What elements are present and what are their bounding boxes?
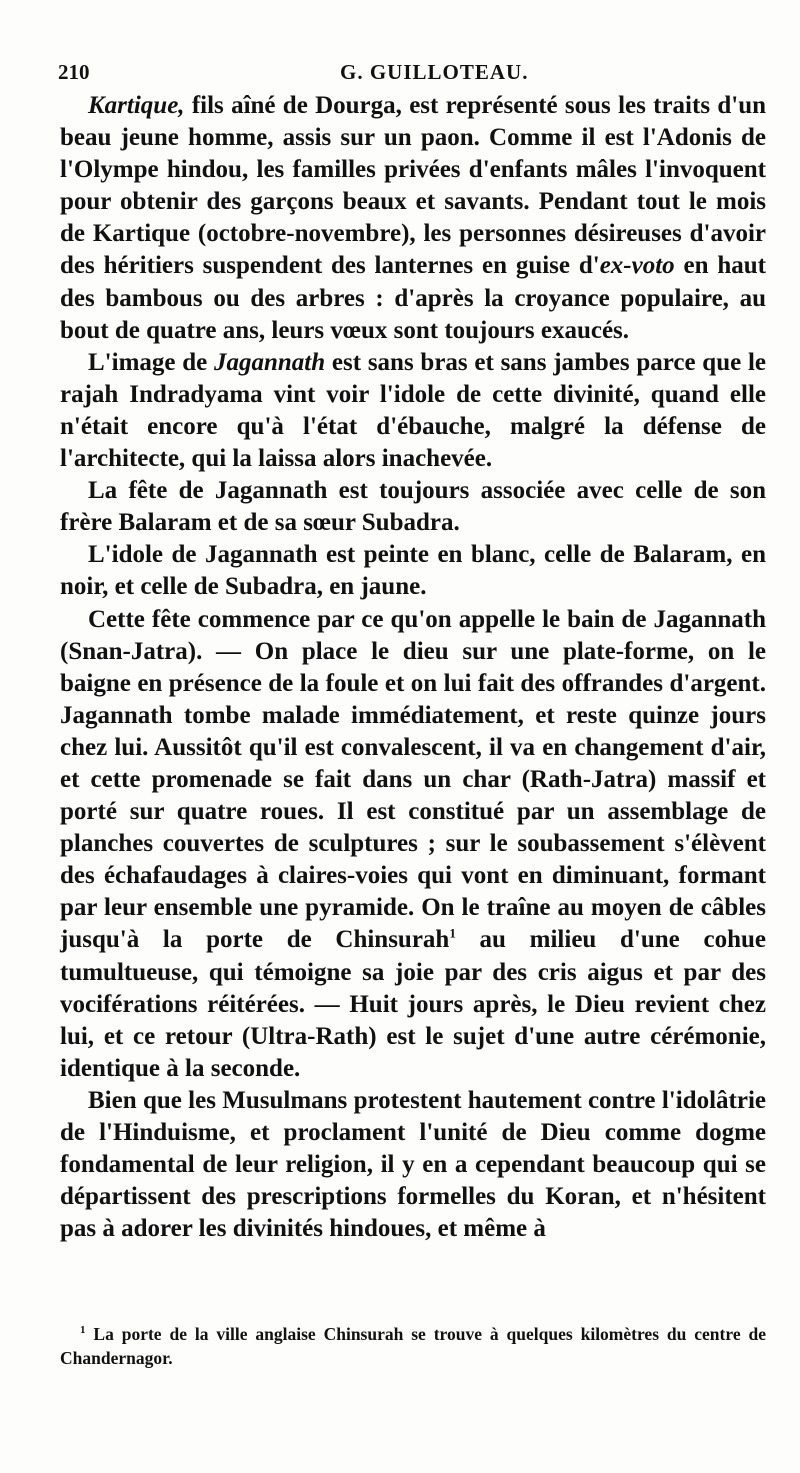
paragraph (60, 347, 766, 475)
italic-term: Kartique, (88, 92, 185, 119)
footnote-reference: 1 (449, 926, 456, 942)
paragraph-text: en haut des bambous ou des arbres : d'après la croyance populaire, au bout de quatre ans, leurs vœux sont toujours exaucés. (60, 252, 766, 344)
footnote-marker: 1 (80, 1324, 86, 1337)
page-header (58, 60, 760, 90)
italic-term: ex-voto (599, 252, 675, 280)
paragraph-text: au milieu d'une cohue tumultueuse, qui témoigne sa joie par des cris aigus et par des vociférations réitérées. — Huit jours après, le Dieu revient chez lui, et ce retour (Ultra-Rath) est le sujet d'une autre cérémonie, identique à la seconde. (60, 926, 766, 1082)
footnotes (60, 1322, 766, 1370)
running-head: G. GUILLOTEAU. (340, 60, 529, 84)
paragraph-text: L'image de (88, 348, 214, 376)
body-text (60, 90, 766, 1245)
paragraph-text: fils aîné de Dourga, est représenté sous les traits d'un beau jeune homme, assis sur un paon. Comme il est l'Adonis de l'Olympe hindou, les familles privées d'enfants mâles l'invoquent pour obtenir des garçons beaux et savants. Pendant tout le mois de Kartique (octobre-novembre), les personnes désireuses d'avoir des héritiers suspendent des lanternes en guise d' (60, 92, 766, 280)
paragraph (60, 604, 766, 1085)
paragraph-text: est sans bras et sans jambes parce que le rajah Indradyama vint voir l'idole de cette divinité, quand elle n'était encore qu'à l'état d'ébauche, malgré la défense de l'architecte, qui la laissa alors inachevée. (60, 348, 766, 473)
italic-term: Jagannath (214, 348, 326, 376)
footnote (60, 1322, 766, 1370)
page-number: 210 (58, 60, 90, 84)
footnote-text: La porte de la ville anglaise Chinsurah se trouve à quelques kilomètres du centre de Chandernagor. (60, 1324, 766, 1368)
paragraph: La fête de Jagannath est toujours associée avec celle de son frère Balaram et de sa sœur Subadra. (60, 477, 766, 537)
paragraph: Bien que les Musulmans protestent hautement contre l'idolâtrie de l'Hinduisme, et proclament l'unité de Dieu comme dogme fondamental de leur religion, il y en a cependant beaucoup qui se départissent des prescriptions formelles du Koran, et n'hésitent pas à adorer les divinités hindoues, et même à (60, 1086, 766, 1243)
paragraph (60, 90, 766, 347)
paragraph: L'idole de Jagannath est peinte en blanc, celle de Balaram, en noir, et celle de Subadra, en jaune. (60, 541, 766, 601)
paragraph-text: Cette fête commence par ce qu'on appelle le bain de Jagannath (Snan-Jatra). — On place le dieu sur une plate-forme, on le baigne en présence de la foule et on lui fait des offrandes d'argent. Jagannath tombe malade immédiatement, et reste quinze jours chez lui. Aussitôt qu'il est convalescent, il va en changement d'air, et cette promenade se fait dans un char (Rath-Jatra) massif et porté sur quatre roues. Il est constitué par un assemblage de planches couvertes de sculptures ; sur le soubassement s'élèvent des échafaudages à claires-voies qui vont en diminuant, formant par leur ensemble une pyramide. On le traîne au moyen de câbles jusqu'à la porte de Chinsurah (60, 605, 766, 954)
